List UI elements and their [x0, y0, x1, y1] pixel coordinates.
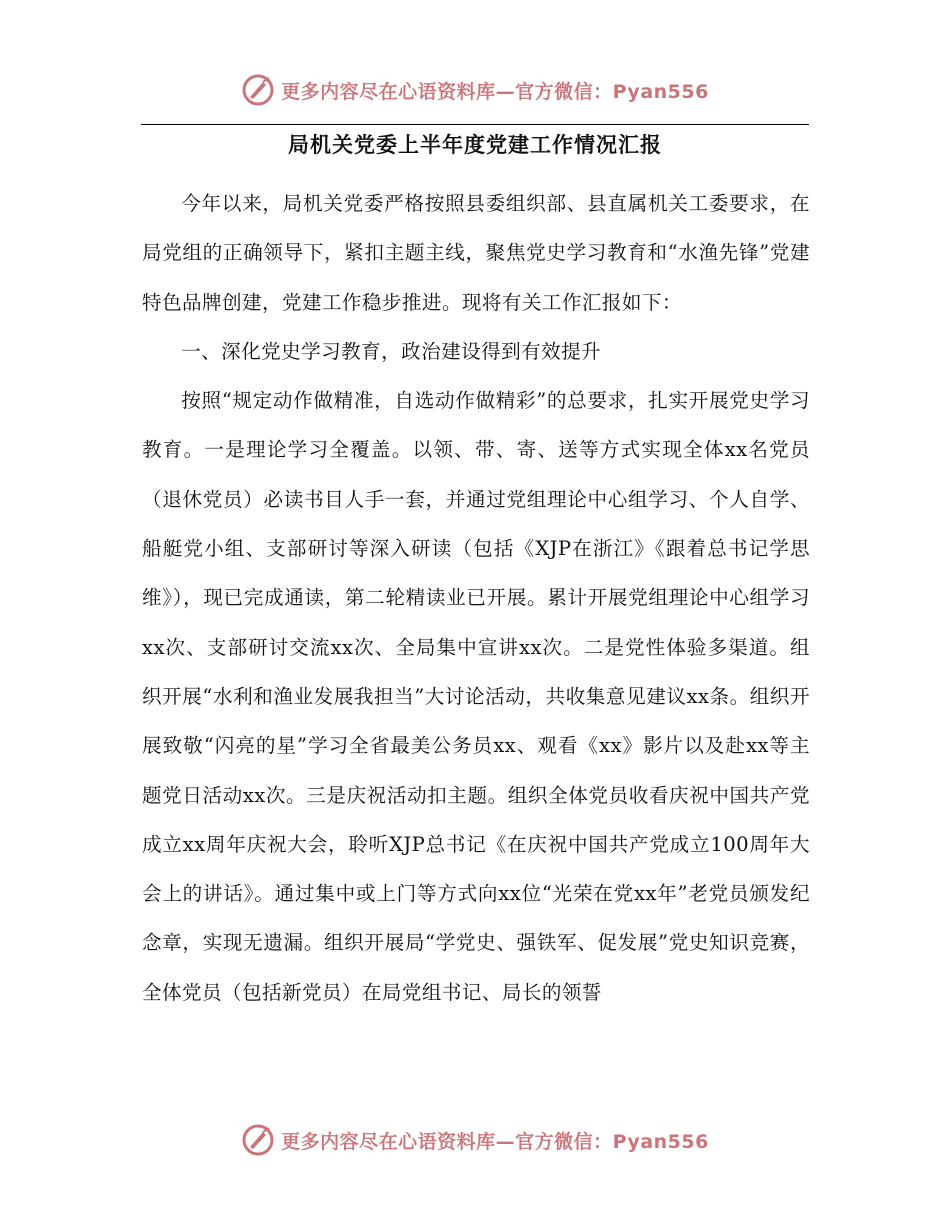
paragraph-intro: 今年以来，局机关党委严格按照县委组织部、县直属机关工委要求，在局党组的正确领导下，紧扣主题主线，聚焦党史学习教育和“水渔先锋”党建特色品牌创建，党建工作稳步推进。现将有关工作汇报如下：	[142, 192, 810, 314]
watermark-text: 更多内容尽在心语资料库—官方微信：Pyan556	[281, 80, 709, 103]
paragraph-body: 按照“规定动作做精准，自选动作做精彩”的总要求，扎实开展党史学习教育。一是理论学习全覆盖。以领、带、寄、送等方式实现全体xx名党员（退休党员）必读书目人手一套，并通过党组理论中心组学习、个人自学、船艇党小组、支部研讨等深入研读（包括《XJP在浙江》《跟着总书记学思维》），现已完成通读，第二轮精读业已开展。累计开展党组理论中心组学习xx次、支部研讨交流xx次、全局集中宣讲xx次。二是党性体验多渠道。组织开展“水利和渔业发展我担当”大讨论活动，共收集意见建议xx条。组织开展致敬“闪亮的星”学习全省最美公务员xx、观看《xx》影片以及赴xx等主题党日活动xx次。三是庆祝活动扣主题。组织全体党员收看庆祝中国共产党成立xx周年庆祝大会，聆听XJP总书记《在庆祝中国共产党成立100周年大会上的讲话》。通过集中或上门等方式向xx位“光荣在党xx年”老党员颁发纪念章，实现无遗漏。组织开展局“学党史、强铁军、促发展”党史知识竞赛，全体党员（包括新党员）在局党组书记、局长的领誓	[142, 389, 810, 1004]
document-body	[142, 179, 810, 1017]
quill-logo-icon	[241, 73, 275, 107]
section-heading: 一、深化党史学习教育，政治建设得到有效提升	[181, 339, 602, 363]
watermark-banner-bottom	[0, 1120, 950, 1160]
watermark-banner-top	[0, 70, 950, 110]
quill-logo-icon	[241, 1123, 275, 1157]
header-rule	[141, 124, 809, 125]
watermark-text: 更多内容尽在心语资料库—官方微信：Pyan556	[281, 1130, 709, 1153]
document-title: 局机关党委上半年度党建工作情况汇报	[288, 133, 662, 157]
